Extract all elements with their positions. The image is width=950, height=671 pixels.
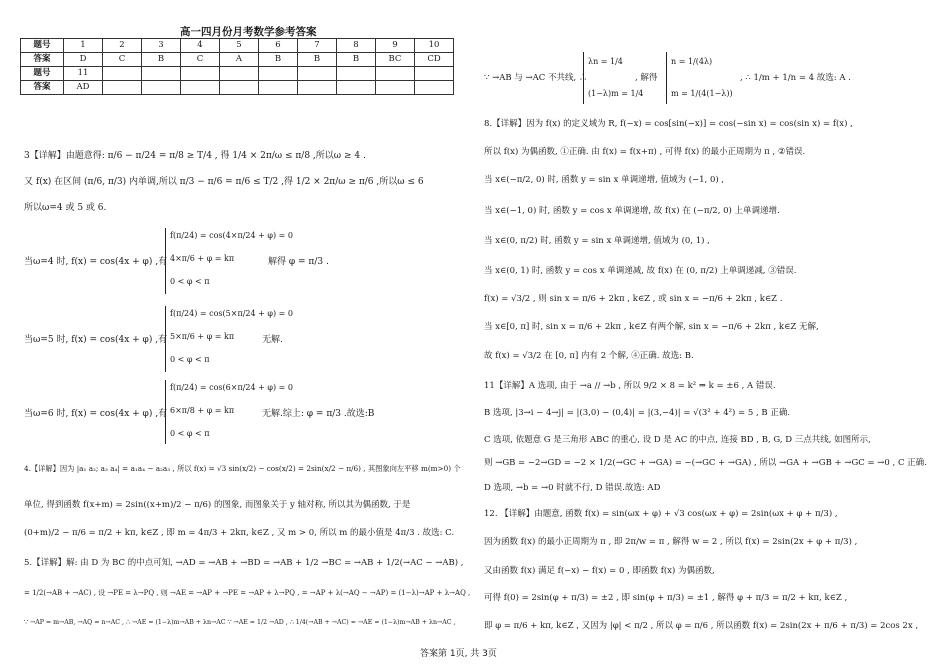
row-label: 题号 (21, 39, 64, 53)
case5-lead: 当ω=5 时, f(x) = cos(4x + φ) ,有 (24, 335, 168, 345)
table-cell: 6 (259, 39, 298, 53)
q4-line-1: 4.【详解】因为 |a₁ a₂; a₃ a₄| = a₁a₄ − a₂a₃ , 所以 f(x) = √3 sin(x/2) − cos(x/2) = 2sin(x/2 − π/6) , 其图象向左平移 m(m>0) 个 (24, 464, 461, 473)
solution-eq1: n = 1/(4λ) (671, 57, 713, 66)
table-cell (298, 67, 337, 81)
q8-line-2: 所以 f(x) 为偶函数, ①正确. 由 f(x) = f(x+π) , 可得 f(x) 的最小正周期为 π , ②错误. (484, 147, 806, 157)
solution-brace (666, 52, 667, 104)
q3-line-2: 又 f(x) 在区间 (π/6, π/3) 内单调,所以 π/3 − π/6 = π/6 ≤ T/2 ,得 1/2 × 2π/ω ≥ π/6 ,所以ω ≤ 6 (24, 177, 424, 187)
case5-eq3: 0 < φ < π (170, 355, 210, 364)
q5-line-1: 5.【详解】解: 由 D 为 BC 的中点可知, →AD = →AB + →BD = →AB + 1/2 →BC = →AB + 1/2(→AC − →AB) , (24, 558, 464, 568)
table-cell: C (103, 53, 142, 67)
table-cell: B (337, 53, 376, 67)
table-cell (259, 67, 298, 81)
q12-line-1: 12. 【详解】由题意, 函数 f(x) = sin(ωx + φ) + √3 cos(ωx + φ) = 2sin(ωx + φ + π/3) , (484, 509, 838, 519)
q11-line-2: B 选项, |3→i − 4→j| = |(3,0) − (0,4)| = |(3,−4)| = √(3² + 4²) = 5 , B 正确. (484, 408, 791, 418)
case5-eq2: 5×π/6 + φ = kπ (170, 332, 235, 341)
table-cell (337, 67, 376, 81)
case6-result: 无解.综上: φ = π/3 .故选:B (262, 409, 375, 419)
case4-result: 解得 φ = π/3 . (268, 257, 329, 267)
page-footer: 答案第 1页, 共 3页 (420, 649, 497, 659)
q5-conclusion-lead: ∵ →AB 与 →AC 不共线, ∴ (484, 73, 588, 83)
table-cell: AD (64, 81, 103, 95)
q8-line-8: 当 x∈[0, π] 时, sin x = π/6 + 2kπ , k∈Z 有两个解, sin x = −π/6 + 2kπ , k∈Z 无解, (484, 322, 819, 332)
case6-eq2: 6×π/8 + φ = kπ (170, 406, 235, 415)
case6-eq1: f(π/24) = cos(6×π/24 + φ) = 0 (170, 383, 293, 392)
table-cell: 9 (376, 39, 415, 53)
table-cell (415, 81, 454, 95)
table-cell (142, 67, 181, 81)
q8-line-9: 故 f(x) = √3/2 在 [0, π] 内有 2 个解, ④正确. 故选: B. (484, 351, 694, 361)
page-title: 高一四月份月考数学参考答案 (180, 26, 317, 38)
table-cell: 11 (64, 67, 103, 81)
table-cell: CD (415, 53, 454, 67)
q12-line-4: 可得 f(0) = 2sin(φ + π/3) = ±2 , 即 sin(φ + π/3) = ±1 , 解得 φ + π/3 = π/2 + kπ, k∈Z , (484, 593, 848, 603)
q11-line-4: 则 →GB = −2→GD = −2 × 1/2(→GC + →GA) = −(→GC + →GA) , 所以 →GA + →GB + →GC = →0 , C 正确. (484, 458, 927, 468)
table-cell (415, 67, 454, 81)
case4-brace (165, 228, 166, 294)
table-cell (142, 81, 181, 95)
system-brace (583, 52, 584, 104)
solution-eq2: m = 1/(4(1−λ)) (671, 89, 733, 98)
q8-line-3: 当 x∈(−π/2, 0) 时, 函数 y = sin x 单调递增, 值域为 (−1, 0) , (484, 175, 725, 185)
q11-line-3: C 选项, 依题意 G 是三角形 ABC 的重心, 设 D 是 AC 的中点, 连接 BD , B, G, D 三点共线, 如图所示, (484, 435, 871, 445)
case4-eq1: f(π/24) = cos(4×π/24 + φ) = 0 (170, 231, 293, 240)
table-cell (103, 67, 142, 81)
table-cell: C (181, 53, 220, 67)
q12-line-2: 因为函数 f(x) 的最小正周期为 π , 即 2π/w = π , 解得 w = 2 , 所以 f(x) = 2sin(2x + φ + π/3) , (484, 537, 858, 547)
case5-eq1: f(π/24) = cos(5×π/24 + φ) = 0 (170, 309, 293, 318)
table-cell: B (259, 53, 298, 67)
table-cell (103, 81, 142, 95)
table-cell: 4 (181, 39, 220, 53)
q11-line-5: D 选项, →b = →0 时就不行, D 错误.故选: AD (484, 483, 661, 493)
system-eq1: λn = 1/4 (588, 57, 623, 66)
case6-lead: 当ω=6 时, f(x) = cos(4x + φ) ,有 (24, 409, 168, 419)
q12-line-3: 又由函数 f(x) 满足 f(−x) − f(x) = 0 , 即函数 f(x) 为偶函数, (484, 566, 715, 576)
case6-eq3: 0 < φ < π (170, 429, 210, 438)
q8-line-5: 当 x∈(0, π/2) 时, 函数 y = sin x 单调递增, 值域为 (0, 1) , (484, 236, 710, 246)
table-cell: A (220, 53, 259, 67)
q5-line-2: = 1/2(→AB + →AC) , 设 →PE = λ→PQ , 则 →AE = →AP + →PE = →AP + λ→PQ , = →AP + λ(→AQ − →AP) = (1−λ)→AP + λ→AQ , (24, 589, 471, 597)
q8-line-6: 当 x∈(0, 1) 时, 函数 y = cos x 单调递减, 故 f(x) 在 (0, π/2) 上单调递减, ③错误. (484, 266, 797, 276)
q3-line-1: 3【详解】由题意得: π/6 − π/24 = π/8 ≥ T/4 , 得 1/4 × 2π/ω ≤ π/8 ,所以ω ≥ 4 . (24, 151, 366, 161)
table-cell: 10 (415, 39, 454, 53)
table-cell: D (64, 53, 103, 67)
case4-eq3: 0 < φ < π (170, 277, 210, 286)
row-label: 答案 (21, 53, 64, 67)
table-cell: BC (376, 53, 415, 67)
row-label: 答案 (21, 81, 64, 95)
table-cell (181, 81, 220, 95)
table-cell (376, 67, 415, 81)
system-eq2: (1−λ)m = 1/4 (588, 89, 644, 98)
case4-lead: 当ω=4 时, f(x) = cos(4x + φ) ,有 (24, 257, 168, 267)
table-cell: 5 (220, 39, 259, 53)
row-label: 题号 (21, 67, 64, 81)
case4-eq2: 4×π/6 + φ = kπ (170, 254, 235, 263)
q4-line-2: 单位, 得到函数 f(x+m) = 2sin((x+m)/2 − π/6) 的图象, 而图象关于 y 轴对称, 所以其为偶函数, 于是 (24, 500, 411, 510)
table-cell (259, 81, 298, 95)
table-cell: 2 (103, 39, 142, 53)
q5-line-3: ∵ →AP = m→AB, →AQ = n→AC , ∴ →AE = (1−λ)m→AB + λn→AC ∵ →AE = 1/2 →AD , ∴ 1/4(→AB + →AC) = →AE = (1−λ)m→AB + λn→AC , (24, 619, 456, 626)
table-cell: 8 (337, 39, 376, 53)
table-cell: 3 (142, 39, 181, 53)
case6-brace (165, 380, 166, 444)
q3-line-3: 所以ω=4 或 5 或 6. (24, 203, 107, 213)
q4-line-3: (0+m)/2 − π/6 = π/2 + kπ, k∈Z , 即 m = 4π/3 + 2kπ, k∈Z , 又 m > 0, 所以 m 的最小值是 4π/3 . 故选: C. (24, 528, 455, 538)
table-cell (181, 67, 220, 81)
q8-line-4: 当 x∈(−1, 0) 时, 函数 y = cos x 单调递增, 故 f(x) 在 (−π/2, 0) 上单调递增. (484, 206, 780, 216)
table-cell: B (298, 53, 337, 67)
q8-line-7: f(x) = √3/2 , 则 sin x = π/6 + 2kπ , k∈Z , 或 sin x = −π/6 + 2kπ , k∈Z . (484, 294, 783, 304)
q11-line-1: 11【详解】A 选项, 由于 →a // →b , 所以 9/2 × 8 = k² ⇒ k = ±6 , A 错误. (484, 381, 776, 391)
case5-brace (165, 306, 166, 372)
q8-line-1: 8.【详解】因为 f(x) 的定义域为 R, f(−x) = cos[sin(−x)] = cos(−sin x) = cos(sin x) = f(x) , (484, 119, 853, 129)
solve-label: , 解得 (635, 73, 658, 83)
case5-result: 无解. (262, 335, 283, 345)
q5-answer: , ∴ 1/m + 1/n = 4 故选: A . (740, 73, 851, 83)
table-cell (220, 81, 259, 95)
q12-line-5: 即 φ = π/6 + kπ, k∈Z , 又因为 |φ| < π/2 , 所以 φ = π/6 , 所以函数 f(x) = 2sin(2x + π/6 + π/3) = 2cos 2x , (484, 621, 919, 631)
table-cell (220, 67, 259, 81)
table-cell (376, 81, 415, 95)
table-cell (337, 81, 376, 95)
table-cell (298, 81, 337, 95)
table-cell: 7 (298, 39, 337, 53)
answer-table (20, 38, 454, 95)
table-cell: 1 (64, 39, 103, 53)
table-cell: B (142, 53, 181, 67)
